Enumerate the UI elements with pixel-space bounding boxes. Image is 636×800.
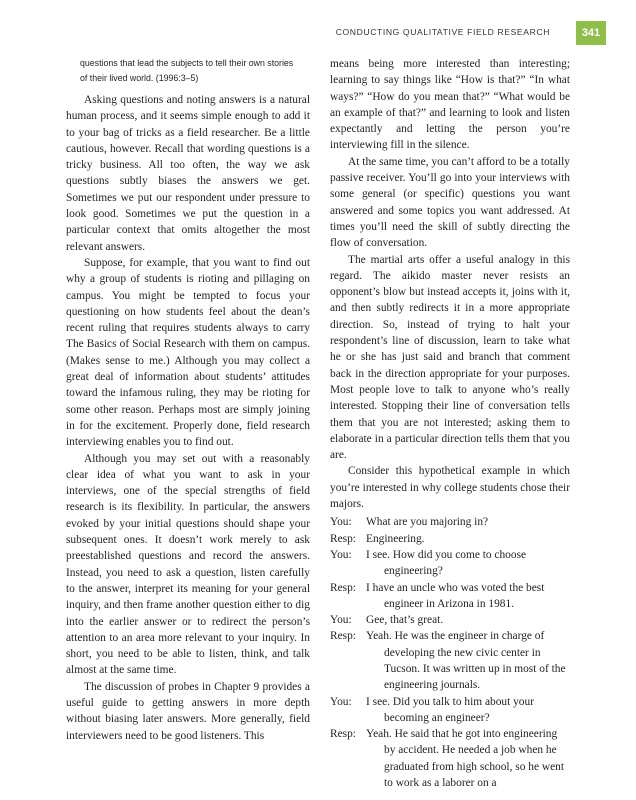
utterance: I see. Did you talk to him about your becoming an engineer? [366,695,534,724]
speaker-label: You: [330,614,352,627]
paragraph: The discussion of probes in Chapter 9 provides a useful guide to getting answers in more depth without biasing later answers. More generally, field interviewers need to be good listeners. This [66,680,310,742]
dialogue-line [330,612,570,628]
utterance: Engineering. [366,532,425,545]
paragraph: At the same time, you can’t afford to be a totally passive receiver. You’ll go into your interviews with some general (or specific) questions you want answered and some topics you want addressed. At times you’ll need the skill of subtly directing the flow of conversation. [330,155,570,250]
paragraph: Consider this hypothetical example in which you’re interested in why college students chose their majors. [330,465,570,511]
dialogue-line [330,628,570,693]
speaker-label: You: [330,516,352,529]
utterance: Yeah. He was the engineer in charge of developing the new civic center in Tucson. It was written up in most of the engineering journals. [366,630,566,692]
paragraph: The martial arts offer a useful analogy in this regard. The aikido master never resists an opponent’s blow but instead accepts it, joins with it, and then subtly redirects it in a more appropriate direction. So, instead of trying to halt your respondent’s line of discussion, learn to take what he or she has just said and branch that comment back in the direction appropriate for your purposes. Most people love to talk to anyone who’s really interested. Stopping their line of conversation tells them that you are not interested; asking them to elaborate in a particular direction tells them that you are. [330,253,570,462]
utterance: Gee, that’s great. [366,614,444,627]
page-number: 341 [576,21,606,45]
speaker-label: Resp: [330,581,356,594]
running-head: CONDUCTING QUALITATIVE FIELD RESEARCH [335,27,550,37]
dialogue-line [330,580,570,613]
speaker-label: Resp: [330,532,356,545]
paragraph: Asking questions and noting answers is a natural human process, and it seems simple enough to add it to your bag of tricks as a field researcher. Be a little cautious, however. Recall that wording questions is a tricky business. All too often, the way we ask questions subtly biases the answers we get. Sometimes we put our respondent under pressure to look good. Sometimes we put the question in a particular context that omits altogether the most relevant answers. [66,94,310,253]
paragraph: means being more interested than interesting; learning to say things like “How is that?” “In what ways?” “How do you mean that?” “What would be an example of that?” and learning to look and listen expectantly and letting the person you’re interviewing fill in the silence. [330,58,570,152]
dialogue-line [330,531,570,547]
block-quote-end: questions that lead the subjects to tell their own stories of their lived world. (1996:3–5) [80,58,294,83]
speaker-label: You: [330,695,352,708]
utterance: Yeah. He said that he got into engineering by accident. He needed a job when he graduated from high school, so he went to work as a laborer on a [366,728,564,790]
dialogue-line [330,726,570,791]
utterance: I see. How did you come to choose engineering? [366,548,527,578]
left-column [66,56,310,744]
paragraph: Although you may set out with a reasonably clear idea of what you want to ask in your interviews, one of the special strengths of field research is its flexibility. In particular, the answers evoked by your initial questions should shape your subsequent ones. It doesn’t work merely to ask preestablished questions and record the answers. Instead, you need to ask a question, listen carefully to the answer, interpret its meaning for your general inquiry, and then frame another question either to dig into the earlier answer or to redirect the person’s attention to an area more relevant to your inquiry. In short, you need to be able to listen, think, and talk almost at the same time. [66,452,310,677]
speaker-label: You: [330,548,352,561]
speaker-label: Resp: [330,728,356,741]
utterance: I have an uncle who was voted the best engineer in Arizona in 1981. [366,581,545,610]
utterance: What are you majoring in? [366,516,489,529]
paragraph: Suppose, for example, that you want to find out why a group of students is rioting and pillaging on campus. You might be tempted to focus your questioning on how students feel about the dean’s recent ruling that requires students always to carry The Basics of Social Research with them on campus. (Makes sense to me.) Although you may collect a great deal of information about students’ attitudes toward the infamous ruling, they may be rioting for some other reason. Perhaps most are simply joining in for the excitement. Properly done, field research interviewing enables you to find out. [66,256,310,449]
speaker-label: Resp: [330,630,356,643]
dialogue-line [330,514,570,530]
right-column [330,56,570,791]
dialogue-line [330,694,570,727]
dialogue-line [330,547,570,580]
interview-dialogue [330,514,570,791]
